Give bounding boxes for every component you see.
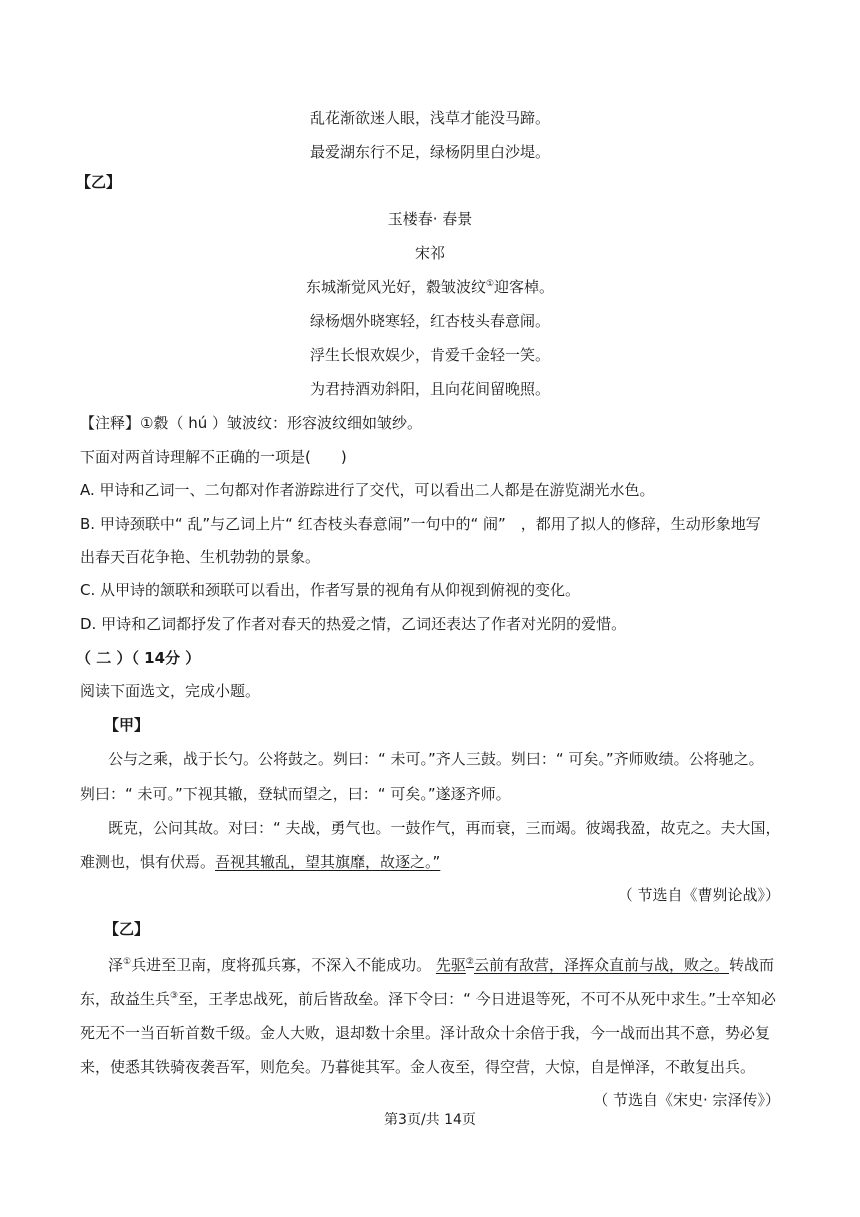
option-b: B. 甲诗颈联中“ 乱”与乙词上片“ 红杏枝头春意闹”一句中的“ 闹” ，都用了拟人的修辞，生动形象地写 bbox=[80, 515, 761, 533]
section-label-yi: 【乙】 bbox=[76, 173, 122, 191]
passage-jia-plain: 难测也，惧有伏焉。 bbox=[80, 853, 216, 871]
poem-yi-line: 为君持酒劝斜阳，且向花间留晚照。 bbox=[309, 380, 550, 398]
poem-yi-line: 浮生长恨欢娱少，肯爱千金轻一笑。 bbox=[309, 346, 550, 364]
passage-yi-run: 东，敌益生兵 bbox=[80, 990, 171, 1008]
option-d: D. 甲诗和乙词都抒发了作者对春天的热爱之情，乙词还表达了作者对光阴的爱惜。 bbox=[80, 615, 627, 633]
page-footer: 第3页/共 14页 bbox=[384, 1112, 476, 1128]
option-b-continued: 出春天百花争艳、生机勃勃的景象。 bbox=[80, 548, 321, 566]
poem-yi-line1-text: 迎客棹。 bbox=[494, 278, 555, 296]
poem-yi-title: 玉楼春· 春景 bbox=[387, 210, 473, 228]
poem-yi-line bbox=[0, 277, 860, 297]
poem-yi-line1-text: 东城渐觉风光好，縠皱波纹 bbox=[305, 278, 486, 296]
passage-jia-text: 刿曰：“ 未可。”下视其辙，登轼而望之，曰：“ 可矣。”遂逐齐师。 bbox=[80, 785, 511, 803]
passage-yi-underlined: 先驱 bbox=[435, 956, 466, 974]
passage-jia-text: 既克，公问其故。对曰：“ 夫战，勇气也。一鼓作气，再而衰，三而竭。彼竭我盈，故克之。夫大国， bbox=[108, 819, 781, 837]
poem-yi-line: 绿杨烟外晓寒轻，红杏枝头春意闹。 bbox=[309, 312, 550, 330]
passage-yi-run: 兵进至卫南，度将孤兵寡，不深入不能成功。 bbox=[131, 956, 436, 974]
footnote-marker: ② bbox=[465, 957, 474, 967]
passage-yi-text: 来，使悉其铁骑夜袭吾军，则危矣。乃暮徙其军。金人夜至，得空营，大惊，自是惮泽，不敢复出兵。 bbox=[80, 1058, 756, 1076]
annotation-note: 【注释】①縠（ hú ）皱波纹：形容波纹细如皱纱。 bbox=[80, 414, 422, 432]
passage-jia-underlined: 吾视其辙乱，望其旗靡，故逐之。” bbox=[215, 853, 441, 871]
passage-yi-run: 至，王孝忠战死，前后皆敌垒。泽下令曰：“ 今日进退等死，不可不从死中求生。”士卒知必 bbox=[178, 990, 776, 1008]
passage-yi-run: 泽 bbox=[108, 956, 124, 974]
source-citation: （ 节选自《曹刿论战》） bbox=[617, 886, 780, 904]
section-heading: （ 二 ）（ 14分 ） bbox=[76, 649, 201, 667]
footnote-marker: ③ bbox=[170, 991, 179, 1001]
passage-yi-text bbox=[108, 955, 774, 975]
option-c: C. 从甲诗的颔联和颈联可以看出，作者写景的视角有从仰视到俯视的变化。 bbox=[80, 581, 581, 599]
passage-label-jia: 【甲】 bbox=[104, 716, 150, 734]
footnote-marker: ① bbox=[485, 279, 495, 289]
passage-yi-run: 转战而 bbox=[728, 956, 774, 974]
option-a: A. 甲诗和乙词一、二句都对作者游踪进行了交代，可以看出二人都是在游览湖光水色。 bbox=[80, 481, 655, 499]
passage-yi-text: 死无不一当百斩首数千级。金人大败，退却数十余里。泽计敌众十余倍于我，今一战而出其不意，势必复 bbox=[80, 1024, 771, 1042]
question-stem: 下面对两首诗理解不正确的一项是( ) bbox=[80, 448, 347, 466]
passage-jia-text bbox=[80, 852, 440, 872]
footnote-marker: ① bbox=[123, 957, 132, 967]
source-citation: （ 节选自《宋史· 宗泽传》） bbox=[593, 1091, 780, 1109]
passage-yi-text bbox=[80, 989, 776, 1009]
poem-yi-author: 宋祁 bbox=[414, 244, 445, 262]
passage-label-yi: 【乙】 bbox=[104, 920, 150, 938]
passage-jia-text: 公与之乘，战于长勺。公将鼓之。刿曰：“ 未可。”齐人三鼓。刿曰：“ 可矣。”齐师败绩。公将驰之。 bbox=[108, 750, 764, 768]
poem-jia-line: 最爱湖东行不足，绿杨阴里白沙堤。 bbox=[309, 143, 550, 161]
passage-yi-underlined: 云前有敌营，泽挥众直前与战，败之。 bbox=[473, 956, 729, 974]
poem-jia-line: 乱花渐欲迷人眼，浅草才能没马蹄。 bbox=[309, 109, 550, 127]
reading-instruction: 阅读下面选文，完成小题。 bbox=[80, 682, 261, 700]
